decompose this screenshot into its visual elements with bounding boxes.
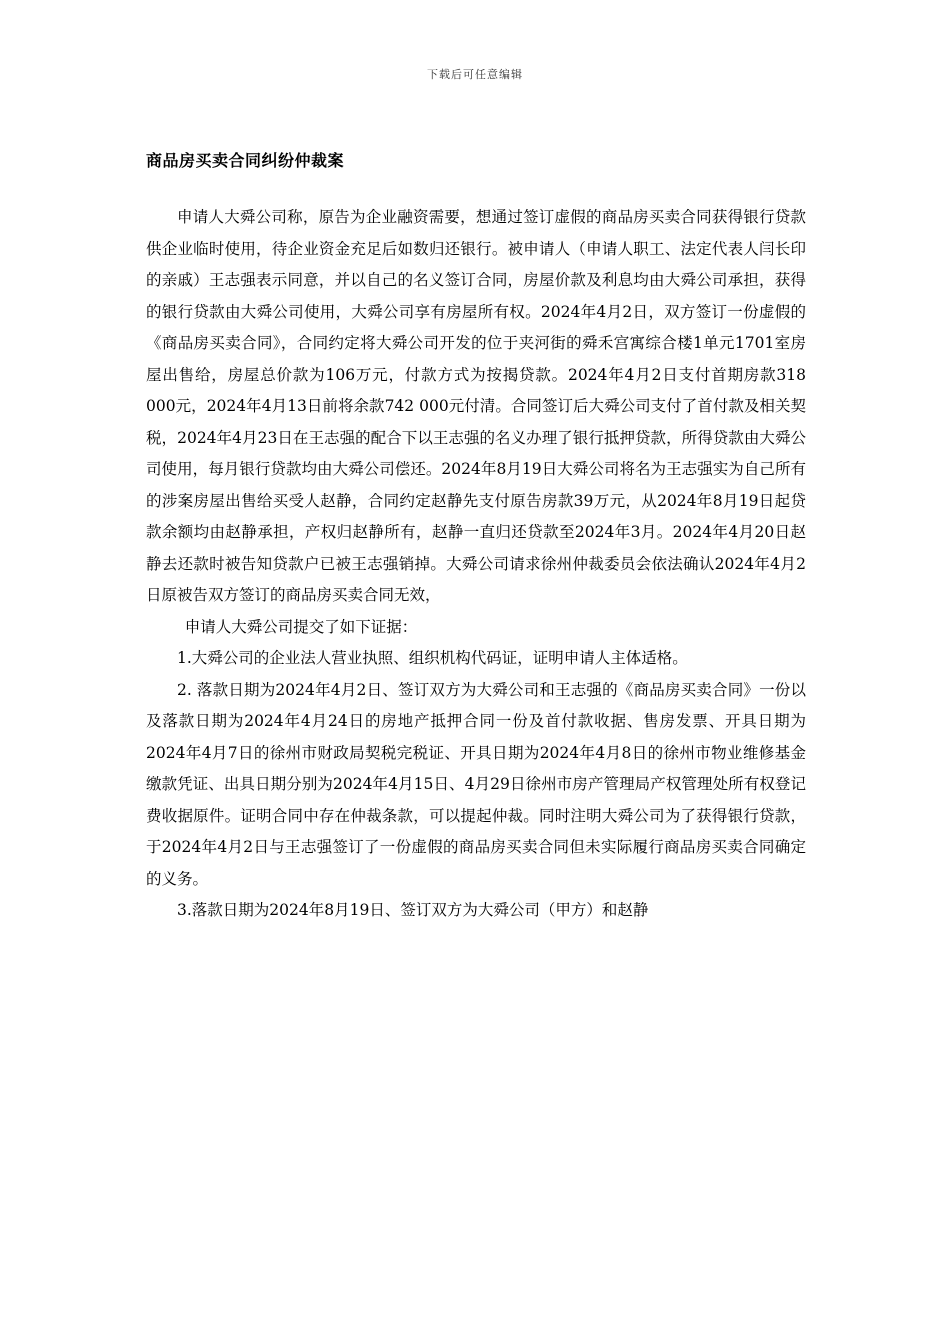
paragraph-claim: 申请人大舜公司称，原告为企业融资需要，想通过签订虚假的商品房买卖合同获得银行贷款供企业临时使用，待企业资金充足后如数归还银行。被申请人（申请人职工、法定代表人闫长印的亲戚）王志强表示同意，并以自己的名义签订合同，房屋价款及利息均由大舜公司承担，获得的银行贷款由大舜公司使用，大舜公司享有房屋所有权。2024年4月2日，双方签订一份虚假的《商品房买卖合同》，合同约定将大舜公司开发的位于夹河街的舜禾宫寓综合楼1单元1701室房屋出售给，房屋总价款为106万元，付款方式为按揭贷款。2024年4月2日支付首期房款318 000元，2024年4月13日前将余款742 000元付清。合同签订后大舜公司支付了首付款及相关契税，2024年4月23日在王志强的配合下以王志强的名义办理了银行抵押贷款，所得贷款由大舜公司使用，每月银行贷款均由大舜公司偿还。2024年8月19日大舜公司将名为王志强实为自己所有的涉案房屋出售给买受人赵静，合同约定赵静先支付原告房款39万元，从2024年8月19日起贷款余额均由赵静承担，产权归赵静所有，赵静一直归还贷款至2024年3月。2024年4月20日赵静去还款时被告知贷款户已被王志强销掉。大舜公司请求徐州仲裁委员会依法确认2024年4月2日原被告双方签订的商品房买卖合同无效， bbox=[146, 208, 806, 604]
paragraph-evidence-intro: 申请人大舜公司提交了如下证据： bbox=[184, 617, 418, 636]
paragraph-evidence-1: 1.大舜公司的企业法人营业执照、组织机构代码证，证明申请人主体适格。 bbox=[177, 649, 688, 667]
page-header-note: 下载后可任意编辑 bbox=[427, 68, 523, 81]
paragraph-evidence-3: 3.落款日期为2024年8月19日、签订双方为大舜公司（甲方）和赵静 bbox=[177, 901, 649, 919]
paragraph-evidence-2: 2. 落款日期为2024年4月2日、签订双方为大舜公司和王志强的《商品房买卖合同》一份以及落款日期为2024年4月24日的房地产抵押合同一份及首付款收据、售房发票、开具日期为2024年4月7日的徐州市财政局契税完税证、开具日期为2024年4月8日的徐州市物业维修基金缴款凭证、出具日期分别为2024年4月15日、4月29日徐州市房产管理局产权管理处所有权登记费收据原件。证明合同中存在仲裁条款，可以提起仲裁。同时注明大舜公司为了获得银行贷款，于2024年4月2日与王志强签订了一份虚假的商品房买卖合同但未实际履行商品房买卖合同确定的义务。 bbox=[146, 680, 806, 888]
document-title: 商品房买卖合同纠纷仲裁案 bbox=[146, 151, 345, 170]
document-body bbox=[146, 202, 806, 927]
